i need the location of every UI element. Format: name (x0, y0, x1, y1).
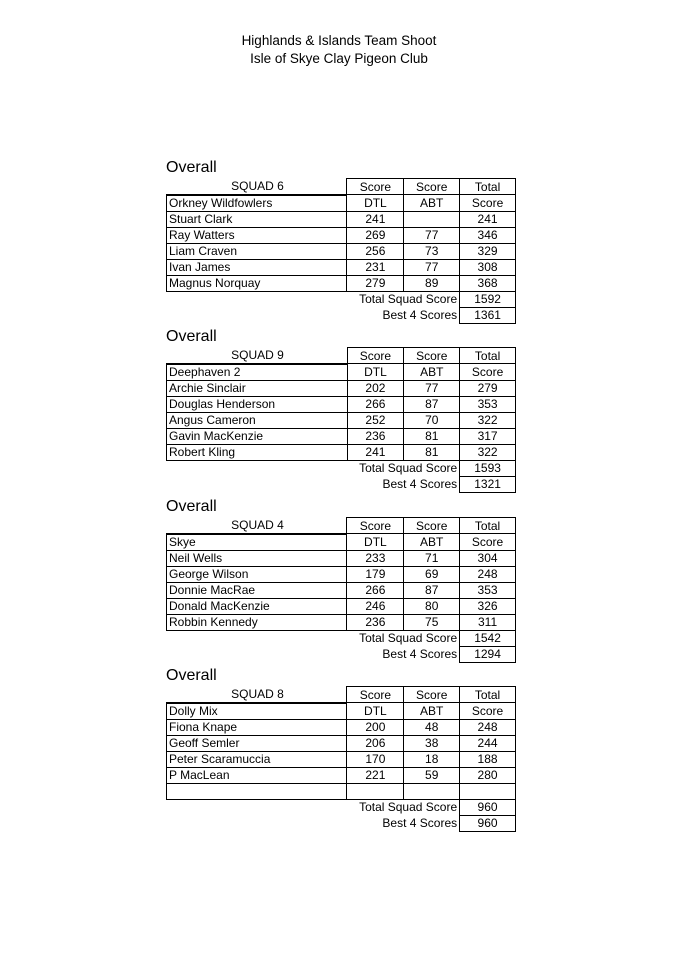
overall-heading: Overall (166, 328, 217, 345)
player-name: Ivan James (167, 259, 347, 275)
table-row (167, 550, 516, 566)
col-dtl-header-top: Score (347, 348, 404, 364)
total-score: 346 (460, 227, 516, 243)
header-row-1 (167, 687, 516, 703)
total-score: 329 (460, 243, 516, 259)
table-row (167, 275, 516, 291)
squad-table (166, 347, 516, 493)
best4-value: 960 (460, 815, 516, 831)
total-score: 317 (460, 428, 516, 444)
score-dtl: 241 (347, 444, 404, 460)
overall-heading: Overall (166, 667, 217, 684)
best4-label: Best 4 Scores (382, 308, 458, 322)
score-abt: 77 (404, 227, 460, 243)
player-name: Ray Watters (167, 227, 347, 243)
score-dtl: 279 (347, 275, 404, 291)
player-name: Magnus Norquay (167, 275, 347, 291)
player-name: Douglas Henderson (167, 396, 348, 412)
header-row-2 (167, 703, 516, 720)
col-abt-header-top: Score (404, 687, 460, 703)
page-subtitle: Isle of Skye Clay Pigeon Club (250, 51, 428, 66)
player-name: George Wilson (167, 566, 347, 582)
col-dtl-header-bottom: DTL (347, 195, 404, 212)
total-squad-label: Total Squad Score (359, 292, 458, 307)
player-name: Geoff Semler (167, 735, 347, 751)
col-total-header-top: Total (460, 687, 516, 703)
total-score: 248 (460, 719, 516, 735)
col-abt-header-top: Score (404, 348, 460, 364)
col-dtl-header-top: Score (347, 518, 404, 534)
table-row (167, 582, 516, 598)
table-row (167, 428, 516, 444)
best4-row (167, 646, 516, 662)
best4-label: Best 4 Scores (382, 816, 458, 830)
total-score: 322 (460, 412, 516, 428)
score-dtl: 206 (347, 735, 404, 751)
col-total-header-top: Total (460, 348, 516, 364)
total-squad-row (167, 460, 516, 476)
squad-table (166, 517, 516, 663)
col-dtl-header-bottom: DTL (347, 364, 404, 381)
player-name: Liam Craven (167, 243, 347, 259)
player-name: Angus Cameron (167, 412, 348, 428)
col-dtl-header-bottom: DTL (347, 703, 404, 720)
player-name: Fiona Knape (167, 719, 347, 735)
total-squad-row (167, 291, 516, 307)
total-squad-value: 1593 (460, 460, 516, 476)
score-abt: 89 (404, 275, 460, 291)
squad-label: SQUAD 9 (231, 348, 284, 362)
col-abt-header-top: Score (404, 179, 460, 195)
score-abt (404, 783, 460, 799)
best4-row (167, 307, 516, 323)
total-score: 248 (460, 566, 516, 582)
table-row (167, 783, 516, 799)
score-dtl: 266 (347, 582, 404, 598)
table-row (167, 614, 516, 630)
score-dtl: 231 (347, 259, 404, 275)
player-name: Stuart Clark (167, 211, 347, 227)
score-abt: 73 (404, 243, 460, 259)
best4-value: 1294 (460, 646, 516, 662)
best4-value: 1361 (460, 307, 516, 323)
score-abt: 81 (404, 428, 460, 444)
best4-value: 1321 (460, 476, 516, 492)
score-dtl: 246 (347, 598, 404, 614)
squad-label: SQUAD 8 (231, 687, 284, 701)
total-squad-label: Total Squad Score (359, 631, 458, 646)
score-abt: 81 (404, 444, 460, 460)
header-row-1 (167, 348, 516, 364)
header-row-2 (167, 364, 516, 381)
total-squad-value: 1542 (460, 630, 516, 646)
best4-label: Best 4 Scores (382, 477, 458, 491)
total-squad-label: Total Squad Score (359, 461, 458, 476)
total-score: 241 (460, 211, 516, 227)
total-score: 322 (460, 444, 516, 460)
team-name: Deephaven 2 (167, 364, 348, 381)
score-dtl: 252 (347, 412, 404, 428)
total-score: 353 (460, 396, 516, 412)
col-abt-header-bottom: ABT (404, 364, 460, 381)
score-abt: 48 (404, 719, 460, 735)
player-name: Donald MacKenzie (167, 598, 347, 614)
score-dtl: 170 (347, 751, 404, 767)
score-abt: 71 (404, 550, 460, 566)
score-abt (404, 211, 460, 227)
player-name: Donnie MacRae (167, 582, 347, 598)
total-score: 244 (460, 735, 516, 751)
total-squad-value: 1592 (460, 291, 516, 307)
total-score: 326 (460, 598, 516, 614)
player-name: Robbin Kennedy (167, 614, 347, 630)
total-score: 311 (460, 614, 516, 630)
col-dtl-header-top: Score (347, 687, 404, 703)
score-dtl: 256 (347, 243, 404, 259)
squad-table (166, 686, 516, 832)
col-total-header-bottom: Score (460, 195, 516, 212)
team-name: Dolly Mix (167, 703, 347, 720)
total-score: 279 (460, 380, 516, 396)
total-squad-value: 960 (460, 799, 516, 815)
col-total-header-top: Total (460, 518, 516, 534)
player-name: Robert Kling (167, 444, 348, 460)
header-row-1 (167, 179, 516, 195)
score-dtl: 179 (347, 566, 404, 582)
overall-heading: Overall (166, 159, 217, 176)
table-row (167, 566, 516, 582)
table-row (167, 719, 516, 735)
score-abt: 69 (404, 566, 460, 582)
total-score: 353 (460, 582, 516, 598)
col-abt-header-top: Score (404, 518, 460, 534)
total-squad-row (167, 799, 516, 815)
table-row (167, 751, 516, 767)
score-abt: 87 (404, 396, 460, 412)
total-score: 368 (460, 275, 516, 291)
score-dtl: 221 (347, 767, 404, 783)
table-row (167, 444, 516, 460)
table-row (167, 396, 516, 412)
team-name: Orkney Wildfowlers (167, 195, 347, 212)
col-total-header-top: Total (460, 179, 516, 195)
table-row (167, 598, 516, 614)
score-dtl: 202 (347, 380, 404, 396)
header-row-2 (167, 195, 516, 212)
score-abt: 80 (404, 598, 460, 614)
best4-label: Best 4 Scores (382, 647, 458, 661)
total-score: 188 (460, 751, 516, 767)
total-score: 308 (460, 259, 516, 275)
overall-heading: Overall (166, 498, 217, 515)
score-abt: 18 (404, 751, 460, 767)
score-abt: 77 (404, 380, 460, 396)
best4-row (167, 476, 516, 492)
table-row (167, 211, 516, 227)
player-name: Neil Wells (167, 550, 347, 566)
col-abt-header-bottom: ABT (404, 534, 460, 551)
player-name: Archie Sinclair (167, 380, 348, 396)
col-abt-header-bottom: ABT (404, 703, 460, 720)
table-row (167, 767, 516, 783)
player-name: Peter Scaramuccia (167, 751, 347, 767)
col-dtl-header-bottom: DTL (347, 534, 404, 551)
score-dtl: 266 (347, 396, 404, 412)
squad-label: SQUAD 6 (231, 179, 284, 193)
total-score: 280 (460, 767, 516, 783)
total-score: 304 (460, 550, 516, 566)
team-name: Skye (167, 534, 347, 551)
col-total-header-bottom: Score (460, 364, 516, 381)
score-abt: 59 (404, 767, 460, 783)
col-abt-header-bottom: ABT (404, 195, 460, 212)
header-row-1 (167, 518, 516, 534)
table-row (167, 243, 516, 259)
squad-label: SQUAD 4 (231, 518, 284, 532)
score-abt: 77 (404, 259, 460, 275)
score-dtl: 236 (347, 614, 404, 630)
col-dtl-header-top: Score (347, 179, 404, 195)
player-name: P MacLean (167, 767, 347, 783)
col-total-header-bottom: Score (460, 534, 516, 551)
score-abt: 87 (404, 582, 460, 598)
score-abt: 70 (404, 412, 460, 428)
total-score (460, 783, 516, 799)
score-dtl: 241 (347, 211, 404, 227)
table-row (167, 227, 516, 243)
col-total-header-bottom: Score (460, 703, 516, 720)
total-squad-row (167, 630, 516, 646)
header-row-2 (167, 534, 516, 551)
table-row (167, 412, 516, 428)
best4-row (167, 815, 516, 831)
table-row (167, 259, 516, 275)
score-dtl: 269 (347, 227, 404, 243)
player-name: Gavin MacKenzie (167, 428, 348, 444)
player-name (167, 783, 347, 799)
page-title: Highlands & Islands Team Shoot (241, 33, 437, 48)
score-abt: 38 (404, 735, 460, 751)
squad-table (166, 178, 516, 324)
score-dtl: 233 (347, 550, 404, 566)
score-dtl: 200 (347, 719, 404, 735)
score-dtl (347, 783, 404, 799)
table-row (167, 735, 516, 751)
score-abt: 75 (404, 614, 460, 630)
score-dtl: 236 (347, 428, 404, 444)
total-squad-label: Total Squad Score (359, 800, 458, 815)
table-row (167, 380, 516, 396)
